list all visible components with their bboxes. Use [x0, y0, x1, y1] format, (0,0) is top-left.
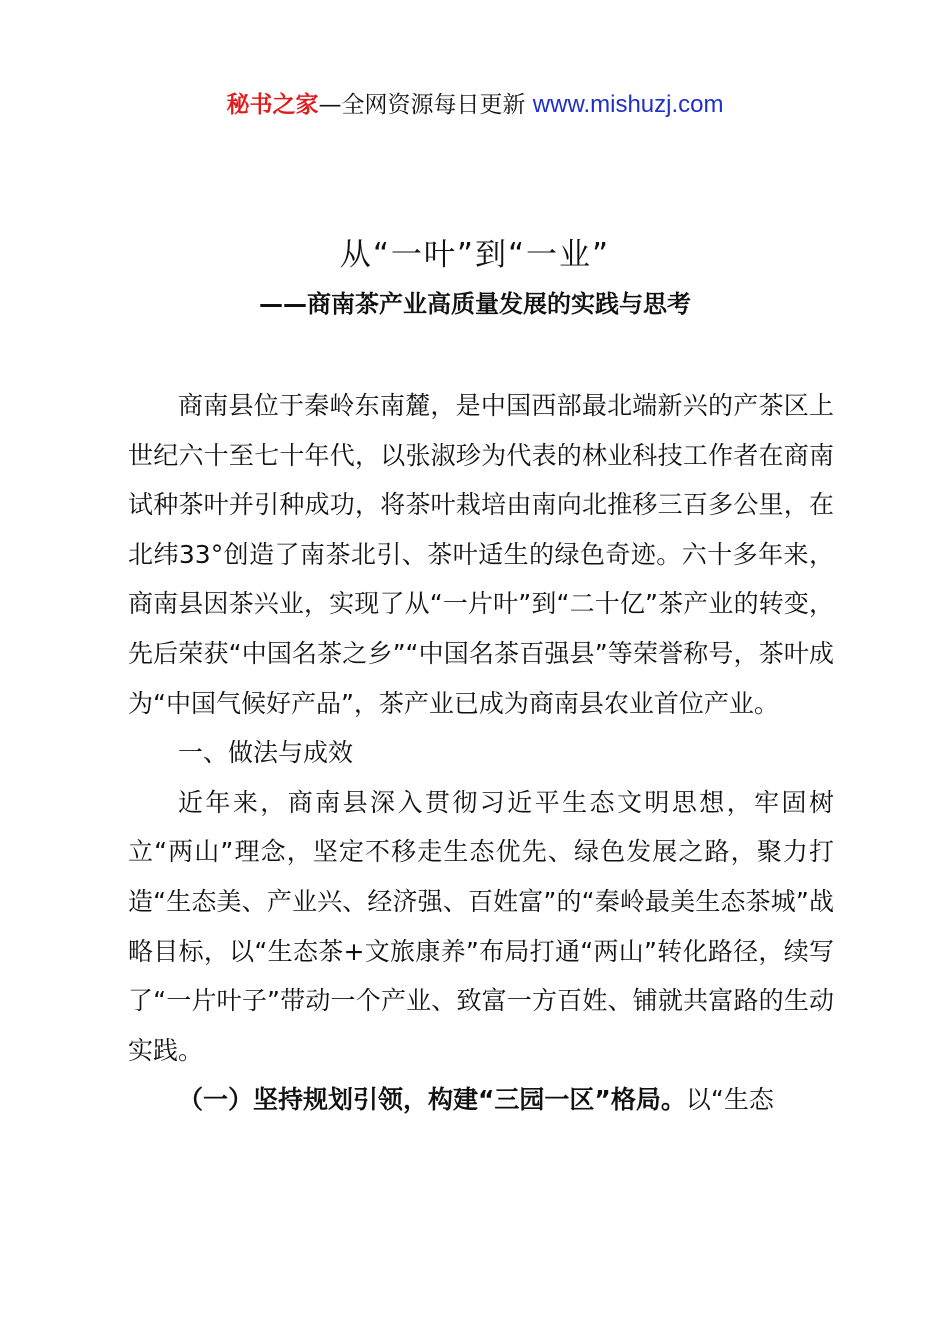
paragraph-subsection — [128, 1075, 834, 1125]
subsection-heading: （一）坚持规划引领，构建“三园一区”格局。 — [178, 1085, 686, 1115]
paragraph-practice: 近年来，商南县深入贯彻习近平生态文明思想，牢固树立“两山”理念，坚定不移走生态优先、绿色发展之路，聚力打造“生态美、产业兴、经济强、百姓富”的“秦岭最美生态茶城”战略目标，以“生态茶+文旅康养”布局打通“两山”转化路径，续写了“一片叶子”带动一个产业、致富一方百姓、铺就共富路的生动实践。 — [128, 787, 834, 1065]
document-body — [128, 381, 834, 1125]
document-subtitle: ——商南茶产业高质量发展的实践与思考 — [259, 290, 691, 318]
subsection-text: 以“生态 — [685, 1085, 774, 1115]
document-title: 从“一叶”到“一业” — [339, 237, 611, 273]
paragraph-intro: 商南县位于秦岭东南麓，是中国西部最北端新兴的产茶区上世纪六十至七十年代，以张淑珍为代表的林业科技工作者在商南试种茶叶并引种成功，将茶叶栽培由南向北推移三百多公里，在北纬33°创造了南茶北引、茶叶适生的绿色奇迹。六十多年来，商南县因茶兴业，实现了从“一片叶”到“二十亿”茶产业的转变，先后荣获“中国名茶之乡”“中国名茶百强县”等荣誉称号，茶叶成为“中国气候好产品”，茶产业已成为商南县农业首位产业。 — [128, 391, 834, 718]
site-header — [0, 88, 950, 122]
site-url-link[interactable]: www.mishuzj.com — [532, 91, 724, 118]
brand-name: 秘书之家 — [226, 92, 319, 118]
header-tagline: —全网资源每日更新 — [318, 92, 526, 118]
section-heading: 一、做法与成效 — [178, 738, 354, 768]
